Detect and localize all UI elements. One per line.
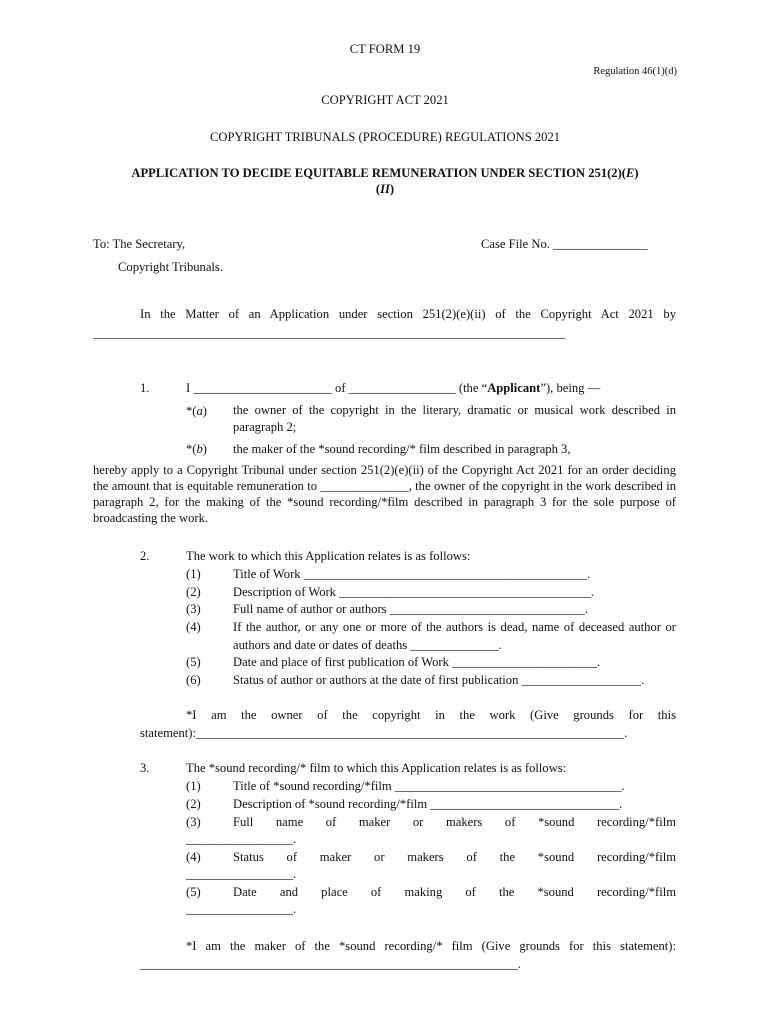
para3-item-text: Status of maker or makers of the *sound recording/*film	[233, 850, 676, 864]
matter-line1: In the Matter of an Application under section 251(2)(e)(ii) of the Copyright Act 2021 by	[140, 307, 676, 321]
addressee-line2: Copyright Tribunals.	[118, 260, 223, 274]
para2-item-number: (6)	[186, 673, 201, 687]
para3-item-text: Full name of maker or makers of *sound recording/*film	[233, 815, 676, 829]
form-title: CT FORM 19	[349, 42, 421, 56]
para1-a-label: *(a)	[186, 404, 207, 418]
para2-item-number: (1)	[186, 567, 201, 581]
para3-item-text: Description of *sound recording/*film ______________________________.	[233, 797, 623, 811]
para2-item-text: Status of author or authors at the date of first publication ___________________.	[233, 673, 645, 687]
para3-item-blank: _________________.	[186, 902, 297, 916]
para3-item-number: (1)	[186, 779, 201, 793]
para3-item-number: (4)	[186, 850, 201, 864]
para3-number: 3.	[140, 761, 150, 775]
para3-item-text: Title of *sound recording/*film ____________________________________.	[233, 779, 625, 793]
para2-item-text: Full name of author or authors _______________________________.	[233, 602, 589, 616]
para2-number: 2.	[140, 549, 150, 563]
regulation-reference: Regulation 46(1)(d)	[593, 66, 677, 77]
para1-a-text: the owner of the copyright in the literary, dramatic or musical work described in paragraph 2;	[233, 403, 676, 434]
application-heading-line2: (II)	[375, 182, 395, 196]
para1-number: 1.	[140, 381, 150, 395]
para2-item-number: (2)	[186, 585, 201, 599]
para2-item-number: (5)	[186, 655, 201, 669]
para2-intro: The work to which this Application relates is as follows:	[186, 549, 471, 563]
para2-item-text: Title of Work _____________________________________________.	[233, 567, 591, 581]
para3-intro: The *sound recording/* film to which this Application relates is as follows:	[186, 761, 567, 775]
para1-b-text: the maker of the *sound recording/* film described in paragraph 3,	[233, 442, 571, 456]
para2-item-text: Date and place of first publication of Work _______________________.	[233, 655, 601, 669]
para2-item-number: (3)	[186, 602, 201, 616]
para3-item-blank: _________________.	[186, 832, 297, 846]
para1-hereby-apply: hereby apply to a Copyright Tribunal under section 251(2)(e)(ii) of the Copyright Act 2021 for an order deciding the amount that is equitable remuneration to ______________, the owner of the copyright in the work described in paragraph 2, for the making of the *sound recording/*film described in paragraph 3 for the sole purpose of broadcasting the work.	[93, 463, 676, 525]
para3-item-blank: _________________.	[186, 867, 297, 881]
para2-item-text: Description of Work ________________________________________.	[233, 585, 595, 599]
regulations-title: COPYRIGHT TRIBUNALS (PROCEDURE) REGULATIONS 2021	[209, 130, 561, 144]
para2-owner-statement: *I am the owner of the copyright in the work (Give grounds for this statement):____________________________________________________________________.	[140, 708, 676, 740]
case-file-number: Case File No. _______________	[481, 237, 648, 251]
para1-intro: I ______________________ of _________________ (the “Applicant”), being —	[186, 381, 601, 395]
matter-line2: ___________________________________________________________________________	[93, 326, 566, 340]
para3-item-number: (5)	[186, 885, 201, 899]
act-title: COPYRIGHT ACT 2021	[321, 93, 449, 107]
para3-maker-statement: *I am the maker of the *sound recording/* film (Give grounds for this statement): ____________________________________________________________.	[140, 939, 676, 971]
para3-item-text: Date and place of making of the *sound recording/*film	[233, 885, 676, 899]
para1-b-label: *(b)	[186, 442, 207, 456]
para3-item-number: (2)	[186, 797, 201, 811]
para2-item-number: (4)	[186, 620, 201, 634]
application-heading-line1: APPLICATION TO DECIDE EQUITABLE REMUNERATION UNDER SECTION 251(2)(E)	[131, 166, 639, 180]
para3-item-number: (3)	[186, 815, 201, 829]
addressee: To: The Secretary,	[93, 237, 186, 251]
para2-item-text: If the author, or any one or more of the authors is dead, name of deceased author or authors and date or dates of deaths ______________.	[233, 620, 676, 652]
